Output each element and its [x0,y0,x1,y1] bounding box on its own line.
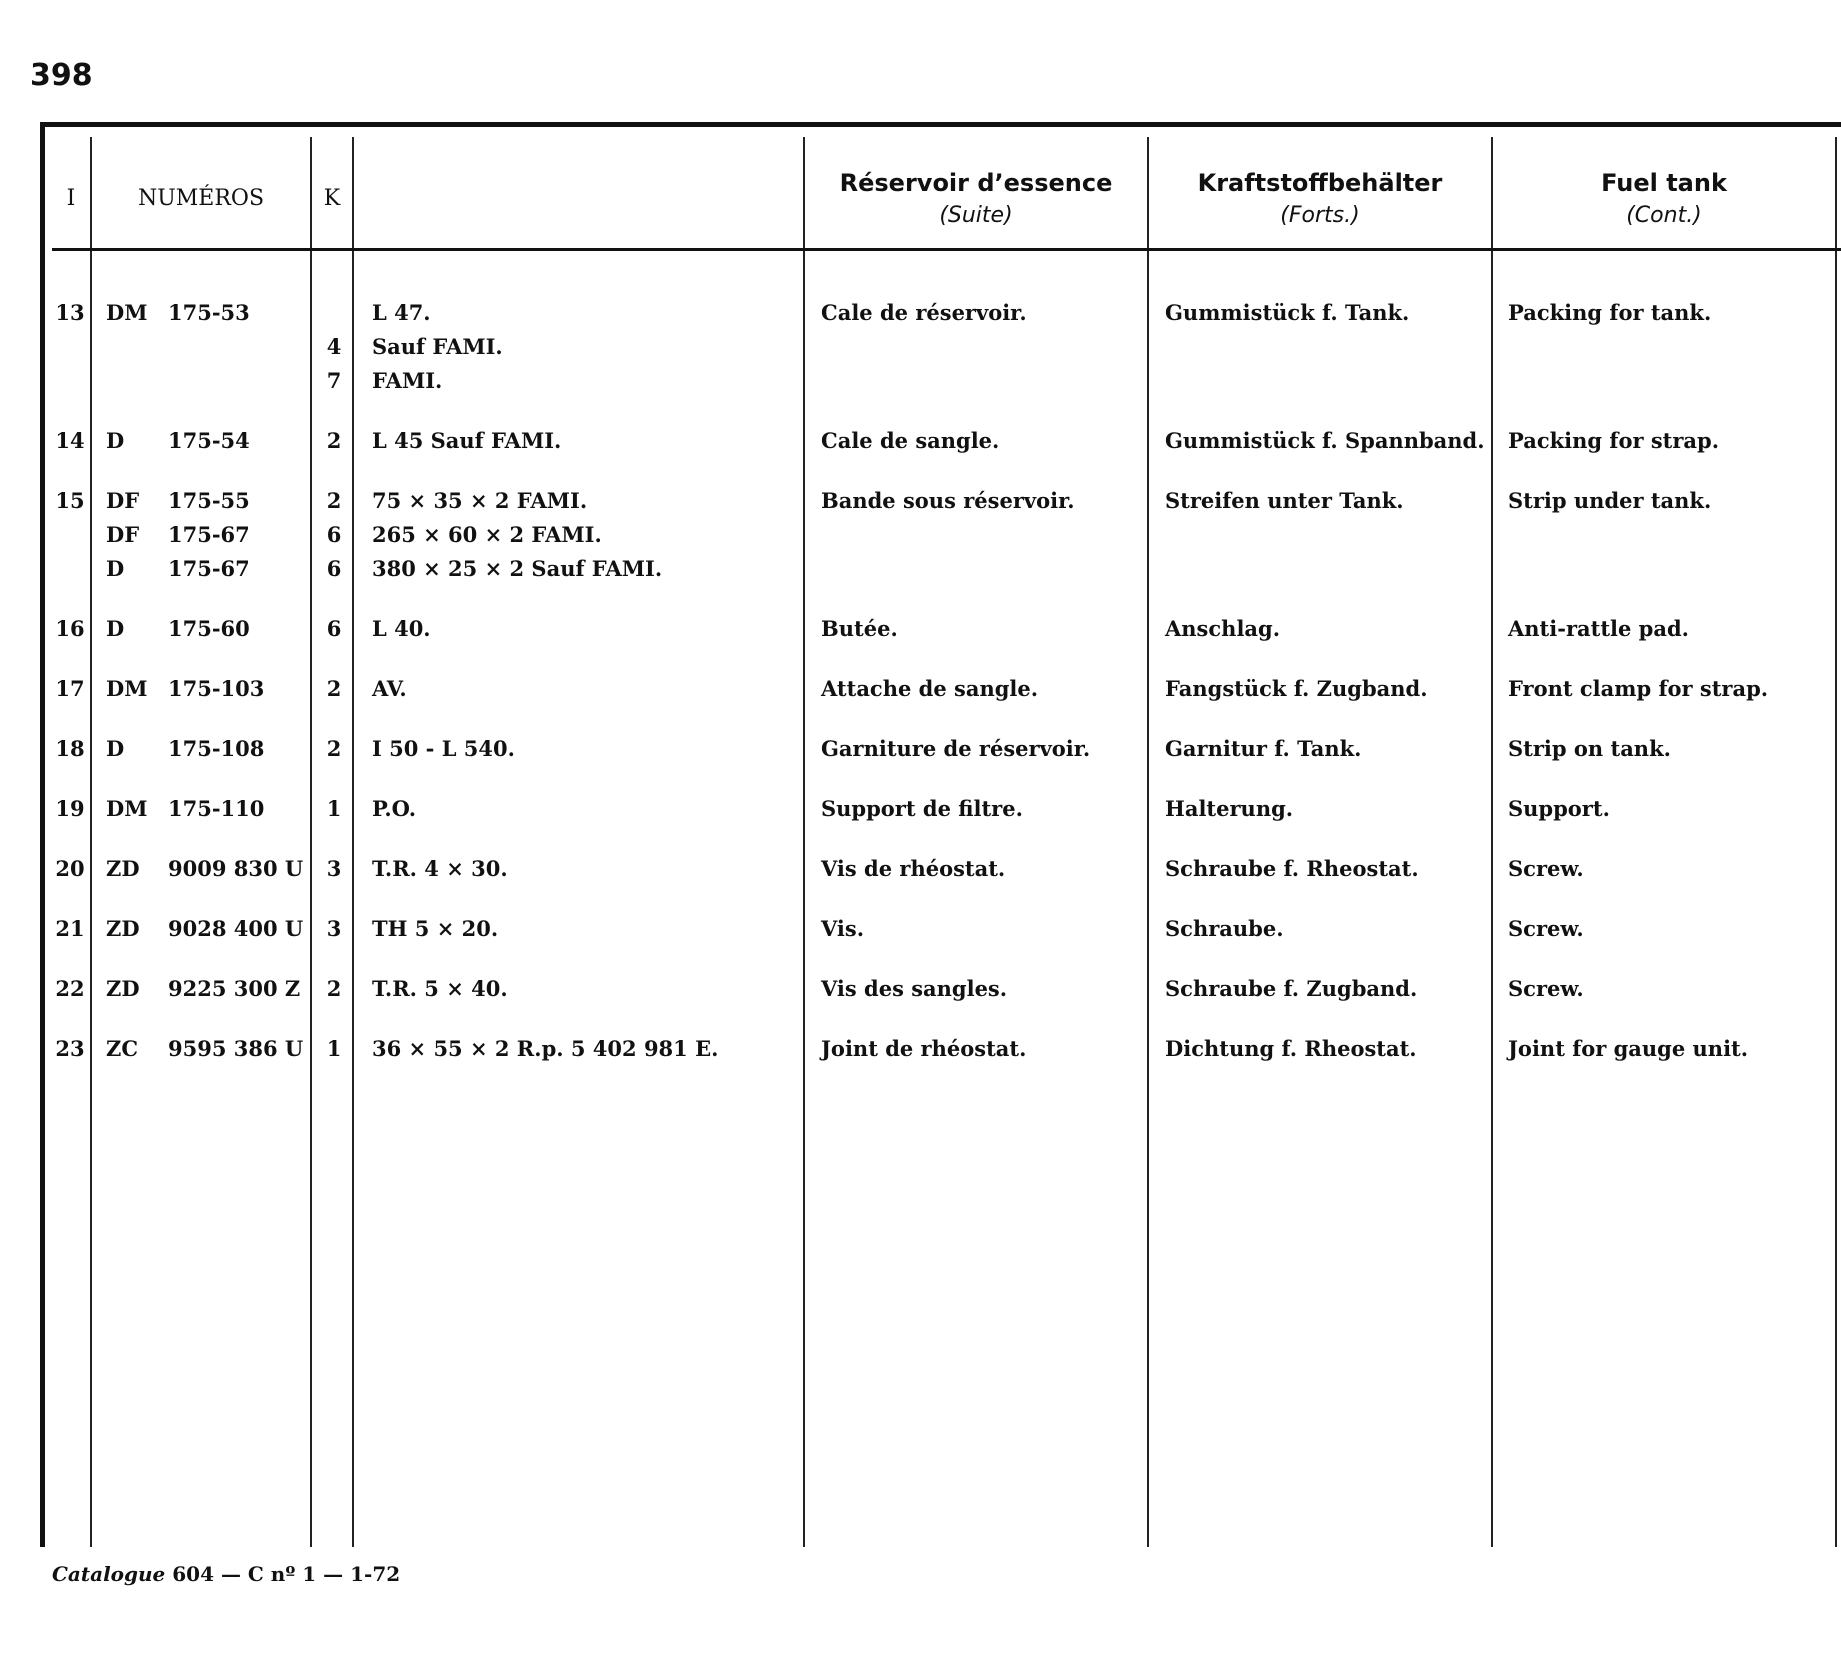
header-col-en [1493,150,1835,246]
part-prefix: ZD [106,976,140,1001]
part-number: 9225 300 Z [168,976,301,1001]
k-code: 1 [326,1036,342,1061]
k-code: 6 [326,556,342,581]
index-number: 23 [55,1036,85,1061]
k-code: 2 [326,976,342,1001]
description-fr: Vis. [821,916,865,941]
part-prefix: ZD [106,856,140,881]
header-en-title: Fuel tank [1601,168,1727,197]
designation: 36 × 55 × 2 R.p. 5 402 981 E. [372,1036,719,1061]
column-divider [1835,137,1837,1547]
part-prefix: DM [106,796,148,821]
part-prefix: D [106,616,125,641]
description-en: Front clamp for strap. [1508,676,1769,701]
column-divider [803,137,805,1547]
part-prefix: DM [106,676,148,701]
column-divider [352,137,354,1547]
designation: Sauf FAMI. [372,334,503,359]
description-de: Fangstück f. Zugband. [1165,676,1428,701]
part-prefix: D [106,428,125,453]
description-fr: Garniture de réservoir. [821,736,1091,761]
header-rule [52,248,1841,251]
header-de-title: Kraftstoffbehälter [1197,168,1443,197]
description-en: Strip on tank. [1508,736,1671,761]
header-fr-title: Réservoir d’essence [839,168,1113,197]
k-code: 1 [326,796,342,821]
index-number: 18 [55,736,85,761]
part-prefix: DF [106,488,140,513]
k-code: 3 [326,916,342,941]
part-number: 175-55 [168,488,250,513]
footer [52,1562,400,1586]
index-number: 15 [55,488,85,513]
description-de: Dichtung f. Rheostat. [1165,1036,1417,1061]
description-de: Halterung. [1165,796,1294,821]
index-number: 19 [55,796,85,821]
part-prefix: DM [106,300,148,325]
column-divider [90,137,92,1547]
designation: I 50 - L 540. [372,736,515,761]
part-number: 175-110 [168,796,265,821]
part-prefix: ZC [106,1036,139,1061]
designation: T.R. 5 × 40. [372,976,508,1001]
index-number: 22 [55,976,85,1001]
designation: 380 × 25 × 2 Sauf FAMI. [372,556,663,581]
page-number: 398 [30,58,93,93]
description-fr: Support de filtre. [821,796,1023,821]
part-prefix: D [106,736,125,761]
header-col-k-label: K [323,185,341,211]
part-number: 175-54 [168,428,250,453]
part-number: 9009 830 U [168,856,304,881]
index-number: 16 [55,616,85,641]
part-prefix: ZD [106,916,140,941]
part-number: 9595 386 U [168,1036,304,1061]
description-en: Packing for strap. [1508,428,1720,453]
description-fr: Cale de réservoir. [821,300,1027,325]
description-fr: Attache de sangle. [821,676,1039,701]
description-de: Anschlag. [1165,616,1281,641]
header-col-i-label: I [66,185,76,211]
designation: TH 5 × 20. [372,916,499,941]
description-fr: Cale de sangle. [821,428,1000,453]
description-de: Gummistück f. Spannband. [1165,428,1485,453]
description-en: Anti-rattle pad. [1508,616,1689,641]
designation: 75 × 35 × 2 FAMI. [372,488,588,513]
column-divider [310,137,312,1547]
description-en: Screw. [1508,916,1584,941]
description-fr: Joint de rhéostat. [821,1036,1027,1061]
description-en: Joint for gauge unit. [1508,1036,1749,1061]
column-divider [1147,137,1149,1547]
part-number: 175-67 [168,522,250,547]
k-code: 4 [326,334,342,359]
designation: L 40. [372,616,431,641]
designation: 265 × 60 × 2 FAMI. [372,522,602,547]
footer-catalogue-label: Catalogue [52,1562,166,1586]
part-prefix: D [106,556,125,581]
index-number: 21 [55,916,85,941]
designation: P.O. [372,796,416,821]
k-code: 2 [326,428,342,453]
index-number: 17 [55,676,85,701]
index-number: 13 [55,300,85,325]
header-fr-subtitle: (Suite) [939,202,1013,228]
header-col-fr [805,150,1147,246]
description-en: Support. [1508,796,1610,821]
k-code: 2 [326,676,342,701]
header-col-de [1149,150,1491,246]
footer-catalogue-ref: 604 — C nº 1 — 1-72 [172,1562,401,1586]
header-col-i [52,150,90,246]
part-number: 175-108 [168,736,265,761]
designation: FAMI. [372,368,443,393]
description-fr: Vis des sangles. [821,976,1008,1001]
description-de: Garnitur f. Tank. [1165,736,1362,761]
k-code: 6 [326,616,342,641]
part-number: 175-103 [168,676,265,701]
index-number: 14 [55,428,85,453]
description-de: Schraube f. Rheostat. [1165,856,1419,881]
part-prefix: DF [106,522,140,547]
header-col-numeros [92,150,310,246]
column-divider [1491,137,1493,1547]
part-number: 175-53 [168,300,250,325]
description-fr: Butée. [821,616,898,641]
header-col-numeros-label: NUMÉROS [137,185,265,211]
k-code: 3 [326,856,342,881]
header-col-k [312,150,352,246]
header-de-subtitle: (Forts.) [1280,202,1360,228]
index-number: 20 [55,856,85,881]
description-en: Strip under tank. [1508,488,1712,513]
k-code: 2 [326,488,342,513]
designation: L 45 Sauf FAMI. [372,428,562,453]
header-en-subtitle: (Cont.) [1626,202,1702,228]
description-en: Screw. [1508,856,1584,881]
description-fr: Vis de rhéostat. [821,856,1006,881]
description-en: Packing for tank. [1508,300,1712,325]
part-number: 175-60 [168,616,250,641]
k-code: 2 [326,736,342,761]
description-de: Streifen unter Tank. [1165,488,1404,513]
part-number: 9028 400 U [168,916,304,941]
description-en: Screw. [1508,976,1584,1001]
k-code: 7 [326,368,342,393]
description-de: Gummistück f. Tank. [1165,300,1410,325]
part-number: 175-67 [168,556,250,581]
designation: T.R. 4 × 30. [372,856,508,881]
description-de: Schraube f. Zugband. [1165,976,1418,1001]
designation: AV. [372,676,407,701]
description-de: Schraube. [1165,916,1284,941]
k-code: 6 [326,522,342,547]
description-fr: Bande sous réservoir. [821,488,1075,513]
designation: L 47. [372,300,431,325]
